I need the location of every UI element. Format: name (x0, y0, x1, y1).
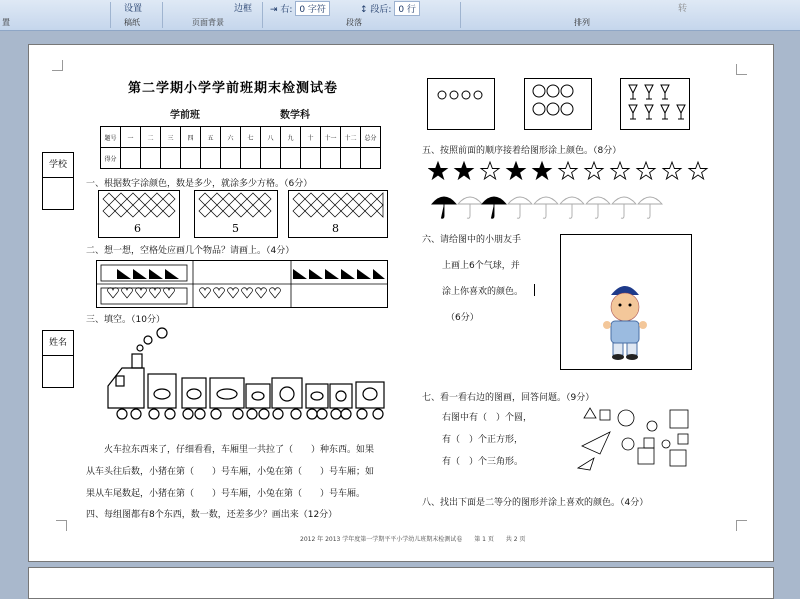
pattern-table (96, 260, 388, 308)
score-header-cell: 七 (241, 127, 261, 148)
score-header-cell: 总分 (361, 127, 381, 148)
score-cell[interactable] (321, 148, 341, 169)
question-7-squares: 有（ ）个正方形， (442, 435, 524, 445)
question-7-triangles: 有（ ）个三角形。 (442, 457, 524, 467)
score-cell[interactable] (341, 148, 361, 169)
score-cell[interactable] (261, 148, 281, 169)
question-6-line-2: 上画上6个气球，并 (442, 261, 520, 271)
score-header-cell: 十 (301, 127, 321, 148)
paragraph-group-label: 段落 (346, 18, 362, 27)
text-cursor (534, 284, 535, 296)
question-1: 一、根据数字涂颜色，数是多少，就涂多少方格。（6分） (86, 179, 313, 189)
setup-button[interactable]: 设置 (124, 4, 143, 14)
score-cell[interactable] (301, 148, 321, 169)
score-cell[interactable] (181, 148, 201, 169)
school-label: 学校 (43, 153, 73, 178)
color-count-3: 8 (332, 222, 339, 235)
indent-right-icon: ⇥ (270, 5, 278, 15)
glasses-drawing (621, 79, 689, 129)
pattern-drawing (97, 261, 387, 307)
score-header-cell: 三 (161, 127, 181, 148)
score-header-row (101, 127, 381, 148)
question-6-line-3: 涂上你喜欢的颜色。 (442, 287, 524, 297)
score-cell[interactable] (361, 148, 381, 169)
shapes-figure (574, 404, 694, 474)
school-box (42, 152, 74, 210)
faces-box (524, 78, 592, 130)
indent-right-label: 右: (280, 5, 293, 15)
spacing-after-input[interactable]: 0 行 (394, 1, 420, 16)
color-count-1: 6 (134, 222, 141, 235)
color-count-2: 5 (232, 222, 239, 235)
question-6-score: （6分） (446, 313, 479, 323)
score-table (100, 126, 381, 169)
ribbon-separator (110, 2, 111, 28)
spacing-after (360, 1, 420, 16)
manuscript-group-label: 稿纸 (124, 18, 140, 27)
document-page-next (28, 567, 774, 599)
circles-box (427, 78, 495, 130)
name-box (42, 330, 74, 388)
question-3: 三、填空。（10分） (86, 315, 165, 325)
question-2: 二、想一想，空格处应画几个物品？请画上。（4分） (86, 246, 295, 256)
diamond-grid (195, 191, 277, 221)
diamond-grid (99, 191, 179, 221)
score-cell[interactable] (221, 148, 241, 169)
crop-mark (736, 520, 747, 531)
ribbon-group-page-setup (0, 0, 110, 30)
ribbon-separator (162, 2, 163, 28)
score-header-cell: 五 (201, 127, 221, 148)
train-illustration (102, 326, 392, 422)
rotate-button[interactable]: 转 (678, 4, 688, 14)
spacing-after-icon: ↕ (360, 5, 368, 15)
crop-mark (56, 520, 67, 531)
ribbon-toolbar (0, 0, 800, 31)
ribbon-group-manuscript (112, 0, 160, 30)
ribbon-group-label: 置 (2, 18, 10, 27)
score-header-cell: 一 (121, 127, 141, 148)
score-header-cell: 六 (221, 127, 241, 148)
question-3-text-1: 火车拉东西来了，仔细看看，车厢里一共拉了（ ）种东西。如果 (104, 445, 375, 455)
child-picture-box[interactable] (560, 234, 692, 370)
score-header-cell: 十一 (321, 127, 341, 148)
subject-label: 数学科 (280, 110, 310, 121)
page-footer: 2012 年 2013 学年度第一学期平平小学幼儿班期末检测试卷 第 1 页 共 2 页 (300, 536, 526, 543)
score-header-cell: 题号 (101, 127, 121, 148)
question-3-text-2: 从车头往后数，小猪在第（ ）号车厢，小兔在第（ ）号车厢；如 (86, 467, 375, 477)
score-cell[interactable] (241, 148, 261, 169)
stars-umbrellas (428, 160, 718, 224)
score-cell[interactable] (201, 148, 221, 169)
ribbon-group-paragraph (264, 0, 460, 30)
page-bg-group-label: 页面背景 (192, 18, 224, 27)
faces-drawing (525, 79, 591, 129)
score-header-cell: 四 (181, 127, 201, 148)
score-header-cell: 八 (261, 127, 281, 148)
score-cell[interactable] (281, 148, 301, 169)
border-button[interactable]: 边框 (234, 4, 253, 14)
score-row-label: 得分 (101, 148, 121, 169)
indent-right (270, 1, 330, 16)
score-cell[interactable] (141, 148, 161, 169)
crop-mark (736, 64, 747, 75)
score-cell[interactable] (161, 148, 181, 169)
question-6-line-1: 六、请给图中的小朋友手 (422, 235, 522, 245)
ribbon-group-page-background (164, 0, 262, 30)
score-header-cell: 二 (141, 127, 161, 148)
question-4: 四、每组图都有8个东西，数一数，还差多少？画出来（12分） (86, 510, 338, 520)
question-7-circles: 右图中有（ ）个圆， (442, 413, 533, 423)
indent-right-input[interactable]: 0 字符 (295, 1, 330, 16)
child-illustration (561, 235, 691, 369)
circles-drawing (428, 79, 494, 129)
question-3-text-3: 果从车尾数起，小猪在第（ ）号车厢，小兔在第（ ）号车厢。 (86, 489, 366, 499)
score-header-cell: 十二 (341, 127, 361, 148)
glasses-box (620, 78, 690, 130)
spacing-after-label: 段后: (370, 5, 392, 15)
score-header-cell: 九 (281, 127, 301, 148)
arrange-group-label: 排列 (574, 18, 590, 27)
exam-title: 第二学期小学学前班期末检测试卷 (128, 81, 339, 96)
crop-mark (52, 60, 63, 71)
question-8: 八、找出下面是二等分的图形并涂上喜欢的颜色。（4分） (422, 498, 649, 508)
ribbon-group-arrange (462, 0, 800, 30)
diamond-grid (289, 191, 387, 221)
question-5: 五、按照前面的顺序接着给图形涂上颜色。（8分） (422, 146, 622, 156)
ribbon-separator (262, 2, 263, 28)
ribbon-separator (460, 2, 461, 28)
question-7: 七、看一看右边的图画，回答问题。（9分） (422, 393, 595, 403)
name-label: 姓名 (43, 331, 73, 356)
score-cell[interactable] (121, 148, 141, 169)
score-value-row (101, 148, 381, 169)
class-label: 学前班 (170, 110, 200, 121)
